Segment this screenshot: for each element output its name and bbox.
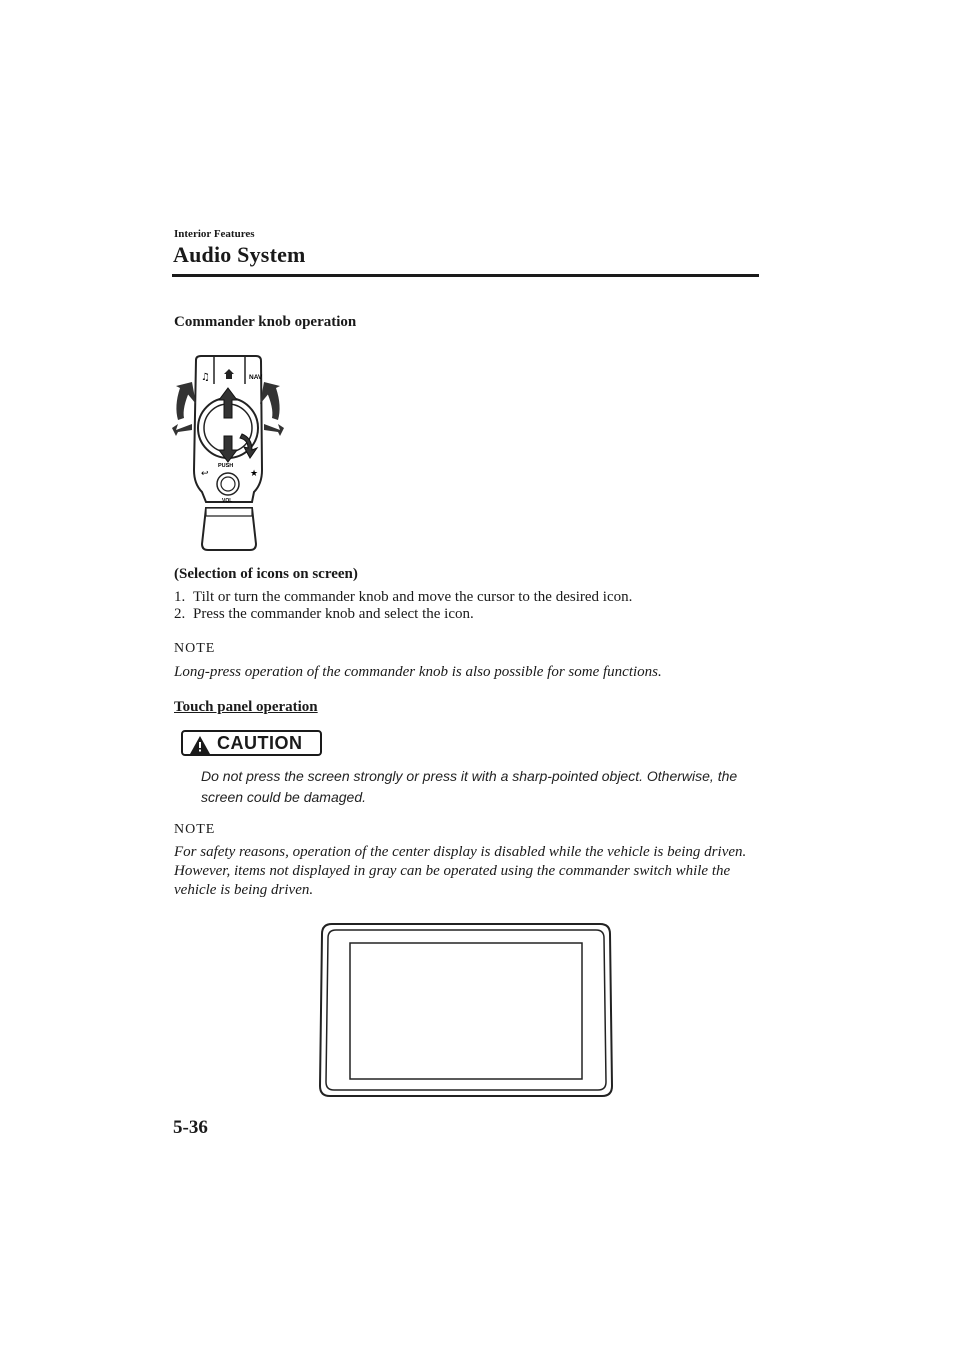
commander-knob-illustration	[168, 352, 288, 552]
warning-icon	[189, 735, 211, 755]
note-label: NOTE	[174, 822, 216, 837]
list-item	[174, 589, 632, 606]
caution-label: CAUTION	[217, 733, 303, 753]
step-text: Tilt or turn the commander knob and move the cursor to the desired icon.	[193, 589, 633, 605]
step-number: 1.	[174, 589, 186, 605]
favorite-icon: ★	[250, 469, 259, 479]
step-text: Press the commander knob and select the icon.	[193, 606, 474, 622]
list-item	[174, 606, 474, 623]
page-title: Audio System	[173, 242, 306, 267]
push-label: PUSH	[218, 463, 234, 469]
selection-heading: (Selection of icons on screen)	[174, 566, 358, 582]
turn-left-arrow-icon	[176, 382, 196, 420]
page-number: 5-36	[173, 1117, 208, 1138]
commander-heading: Commander knob operation	[174, 314, 357, 330]
turn-right-arrow-icon	[260, 382, 280, 420]
section-label: Interior Features	[174, 228, 255, 240]
note-text: Long-press operation of the commander knob is also possible for some functions.	[174, 664, 662, 680]
note-text: For safety reasons, operation of the center display is disabled while the vehicle is being driven. However, items not displayed in gray can be operated using the commander switch while the vehicle is being driven.	[174, 844, 747, 898]
nav-button-label: NAV	[249, 374, 263, 381]
title-divider	[172, 274, 759, 277]
music-note-icon: ♫	[201, 372, 210, 383]
caution-badge	[181, 730, 322, 756]
caution-text: Do not press the screen strongly or press it with a sharp-pointed object. Otherwise, the screen could be damaged.	[201, 768, 738, 805]
note-label: NOTE	[174, 641, 216, 656]
center-display-illustration	[318, 920, 614, 1100]
back-icon: ↩	[201, 469, 209, 479]
step-number: 2.	[174, 606, 186, 622]
touch-panel-heading: Touch panel operation	[174, 699, 318, 715]
vol-label: VOL	[222, 498, 233, 504]
